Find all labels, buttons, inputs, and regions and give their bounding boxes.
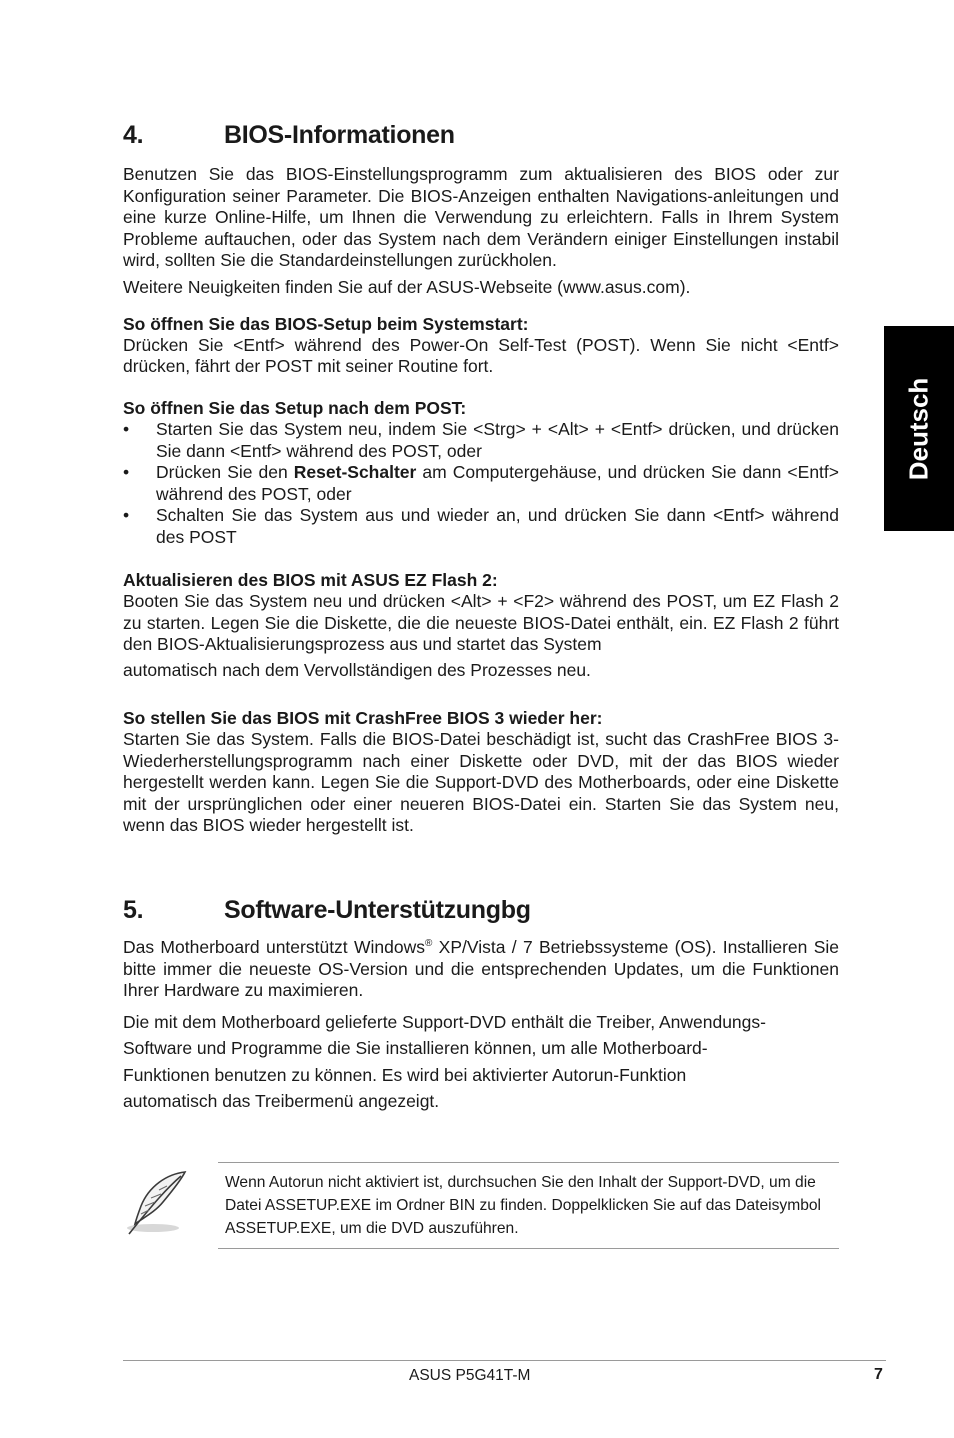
intro-paragraph: Benutzen Sie das BIOS-Einstellungsprogramm zum aktualisieren des BIOS oder zur Konfiguration seiner Parameter. Die BIOS-Anzeigen enthalten Navigations-anleitungen und eine kurze Online-Hilfe, um Ihnen die Verwendung zu erleichtern. Falls in Ihrem System Probleme auftauchen, oder das System nach dem Verändern einiger Einstellungen instabil wird, sollten Sie die Standardeinstellungen zurückholen. <box>123 164 839 271</box>
ezflash-text-continued: automatisch nach dem Vervollständigen des Prozesses neu. <box>123 659 591 680</box>
crashfree-block <box>123 708 839 837</box>
setup-post-block <box>123 398 839 549</box>
ezflash-block <box>123 570 839 681</box>
ezflash-heading: Aktualisieren des BIOS mit ASUS EZ Flash 2: <box>123 570 498 590</box>
support-dvd-line: automatisch das Treibermenü angezeigt. <box>123 1091 440 1112</box>
setup-post-list <box>123 419 839 549</box>
support-dvd-line: Funktionen benutzen zu können. Es wird bei aktivierter Autorun-Funktion <box>123 1064 687 1085</box>
os-support-text-pre: Das Motherboard unterstützt Windows <box>123 937 425 957</box>
setup-boot-heading: So öffnen Sie das BIOS-Setup beim Systemstart: <box>123 314 529 334</box>
bullet: • <box>123 462 130 483</box>
setup-boot-text: Drücken Sie <Entf> während des Power-On Self-Test (POST). Wenn Sie nicht <Entf> drücken, fährt der POST mit seiner Routine fort. <box>123 335 839 377</box>
list-item <box>123 505 839 548</box>
os-support-text-post: XP/Vista / 7 Betriebssysteme (OS). Installieren Sie bitte immer die neueste OS-Version und die entsprechenden Updates, um die Funktionen Ihrer Hardware zu maximieren. <box>123 937 839 1001</box>
setup-post-heading: So öffnen Sie das Setup nach dem POST: <box>123 398 467 418</box>
os-support-paragraph <box>123 937 839 1002</box>
section-5-body <box>123 937 839 1115</box>
setup-boot-block <box>123 314 839 378</box>
page-number: 7 <box>874 1366 883 1383</box>
website-paragraph: Weitere Neuigkeiten finden Sie auf der ASUS-Webseite (www.asus.com). <box>123 276 691 297</box>
note-top-rule <box>218 1162 839 1163</box>
list-item-text-pre: Drücken Sie den <box>156 462 294 483</box>
note-bottom-rule <box>218 1248 839 1249</box>
section-5-title <box>123 896 531 925</box>
support-dvd-line: Software und Programme die Sie installieren können, um alle Motherboard- <box>123 1038 708 1059</box>
note-text: Wenn Autorun nicht aktiviert ist, durchsuchen Sie den Inhalt der Support-DVD, um die Datei ASSETUP.EXE im Ordner BIN zu finden. Doppelklicken Sie auf das Dateisymbol ASSETUP.EXE, um die DVD auszuführen. <box>225 1174 822 1237</box>
crashfree-heading: So stellen Sie das BIOS mit CrashFree BIOS 3 wieder her: <box>123 708 603 728</box>
support-dvd-paragraph <box>123 1009 839 1115</box>
section-4-number: 4. <box>123 121 144 149</box>
support-dvd-line: Die mit dem Motherboard gelieferte Support-DVD enthält die Treiber, Anwendungs- <box>123 1011 766 1032</box>
language-tab <box>884 326 954 531</box>
feather-note-icon <box>123 1168 191 1236</box>
language-tab-label: Deutsch <box>903 377 934 480</box>
registered-mark: ® <box>424 938 433 950</box>
section-4-title-text: BIOS-Informationen <box>224 121 455 149</box>
footer-product: ASUS P5G41T-M <box>409 1367 531 1384</box>
list-item-text: Schalten Sie das System aus und wieder an, und drücken Sie dann <Entf> während des POST <box>156 505 839 547</box>
footer-rule <box>123 1360 886 1361</box>
ezflash-text: Booten Sie das System neu und drücken <Alt> + <F2> während des POST, um EZ Flash 2 zu starten. Legen Sie die Diskette, die die neueste BIOS-Datei enthält, ein. EZ Flash 2 führt den BIOS-Aktualisierungsprozess aus und startet das System <box>123 591 839 655</box>
crashfree-text: Starten Sie das System. Falls die BIOS-Datei beschädigt ist, sucht das CrashFree BIOS 3-Wiederherstellungsprogramm nach einer Diskette oder DVD, mit der das BIOS wieder hergestellt werden kann. Legen Sie die Support-DVD des Motherboards, oder eine Diskette mit der ursprünglichen oder einer neueren BIOS-Datei ein. Starten Sie das System neu, wenn das BIOS wieder hergestellt ist. <box>123 729 839 836</box>
bullet: • <box>123 505 130 526</box>
reset-switch-label: Reset-Schalter <box>293 462 417 483</box>
section-4-intro <box>123 164 839 299</box>
list-item-text: Starten Sie das System neu, indem Sie <Strg> + <Alt> + <Entf> drücken, und drücken Sie dann <Entf> während des POST, oder <box>156 419 839 461</box>
list-item-text-post: am Computergehäuse, und drücken Sie dann <Entf> während des POST, oder <box>156 462 840 504</box>
section-5-number: 5. <box>123 896 144 924</box>
bullet: • <box>123 419 130 439</box>
list-item <box>123 419 839 462</box>
section-4-title <box>123 121 455 150</box>
section-5-title-text: Software-Unterstützungbg <box>224 896 531 924</box>
note-box <box>123 1160 839 1250</box>
list-item <box>123 462 839 505</box>
